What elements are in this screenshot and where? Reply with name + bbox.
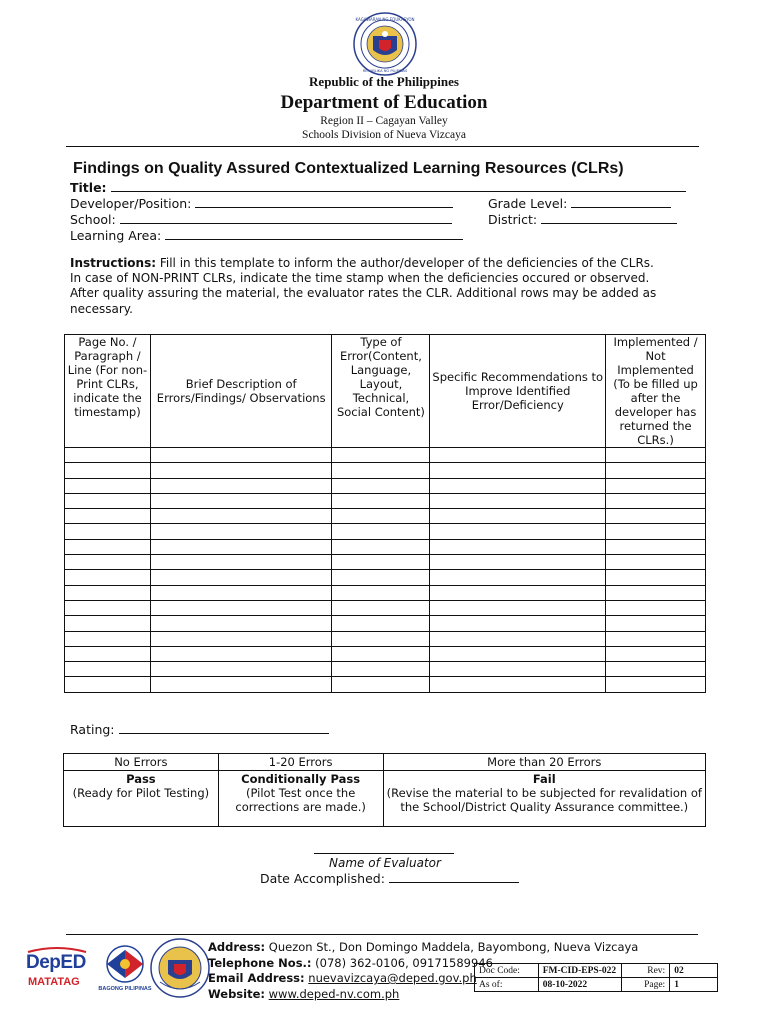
instructions-line3: After quality assuring the material, the evaluator rates the CLR. Additional rows may be added as: [70, 286, 657, 301]
developer-field: [70, 196, 453, 211]
school-label: School:: [70, 212, 116, 227]
instructions-line1: Fill in this template to inform the author/developer of the deficiencies of the CLRs.: [156, 256, 654, 270]
table-cell[interactable]: [606, 539, 706, 554]
deped-matatag-logo: [24, 946, 90, 996]
header-implemented: Implemented / Not Implemented (To be filled up after the developer has returned the CLRs.): [606, 335, 706, 448]
grade-label: Grade Level:: [488, 196, 568, 211]
table-cell[interactable]: [332, 478, 430, 493]
grade-input-line[interactable]: [571, 196, 671, 208]
table-row: [65, 677, 706, 692]
date-input-line[interactable]: [389, 871, 519, 883]
table-cell[interactable]: [150, 448, 332, 463]
table-cell[interactable]: [606, 448, 706, 463]
table-cell[interactable]: [332, 585, 430, 600]
rating-table: [63, 753, 706, 827]
table-cell[interactable]: [430, 616, 606, 631]
area-input-line[interactable]: [165, 228, 463, 240]
table-cell[interactable]: [150, 662, 332, 677]
svg-text:KAGAWARAN NG EDUKASYON: KAGAWARAN NG EDUKASYON: [355, 17, 415, 22]
email-label: Email Address:: [208, 971, 305, 985]
rating-cell-fail: [383, 771, 705, 827]
table-cell[interactable]: [150, 509, 332, 524]
table-cell[interactable]: [332, 555, 430, 570]
page-value: 1: [670, 978, 718, 992]
date-field: [260, 871, 519, 886]
rating-input-line[interactable]: [119, 722, 329, 734]
title-field: [70, 180, 686, 195]
table-cell[interactable]: [332, 493, 430, 508]
website-label: Website:: [208, 986, 265, 1001]
table-cell[interactable]: [150, 524, 332, 539]
table-cell[interactable]: [150, 570, 332, 585]
developer-input-line[interactable]: [195, 196, 453, 208]
table-row: [65, 646, 706, 661]
rating-head-20-plus-errors: More than 20 Errors: [383, 754, 705, 771]
table-cell[interactable]: [332, 448, 430, 463]
table-cell[interactable]: [606, 585, 706, 600]
title-input-line[interactable]: [111, 180, 686, 192]
table-cell[interactable]: [332, 524, 430, 539]
table-cell[interactable]: [150, 585, 332, 600]
deped-seal-icon: [353, 12, 417, 76]
table-cell[interactable]: [332, 646, 430, 661]
table-cell[interactable]: [65, 662, 151, 677]
table-cell[interactable]: [65, 555, 151, 570]
table-cell[interactable]: [150, 555, 332, 570]
table-row: [65, 616, 706, 631]
division-seal-icon: [150, 938, 210, 998]
instructions: [70, 256, 710, 317]
table-cell[interactable]: [332, 600, 430, 615]
website-link[interactable]: www.deped-nv.com.ph: [268, 986, 400, 1001]
form-title: Findings on Quality Assured Contextualized Learning Resources (CLRs): [73, 160, 624, 177]
table-cell[interactable]: [150, 539, 332, 554]
table-cell[interactable]: [150, 616, 332, 631]
doc-meta-table: [474, 963, 718, 992]
table-cell[interactable]: [430, 493, 606, 508]
table-cell[interactable]: [430, 570, 606, 585]
table-cell[interactable]: [606, 646, 706, 661]
date-label: Date Accomplished:: [260, 871, 385, 886]
school-input-line[interactable]: [120, 212, 452, 224]
table-cell[interactable]: [332, 631, 430, 646]
rev-label: Rev:: [622, 964, 670, 978]
developer-label: Developer/Position:: [70, 196, 192, 211]
rating-label: Rating:: [70, 722, 115, 737]
table-cell[interactable]: [430, 448, 606, 463]
instructions-label: Instructions:: [70, 256, 157, 270]
verdict-fail: Fail: [532, 772, 556, 786]
table-row: [65, 463, 706, 478]
table-cell[interactable]: [150, 463, 332, 478]
table-cell[interactable]: [65, 524, 151, 539]
region-text: Region II – Cagayan Valley: [320, 115, 448, 127]
table-cell[interactable]: [150, 677, 332, 692]
rating-cell-pass: [64, 771, 219, 827]
district-label: District:: [488, 212, 538, 227]
table-row: [65, 585, 706, 600]
verdict-conditional: Conditionally Pass: [241, 772, 361, 786]
deped-logo-text: DepED: [26, 952, 86, 973]
table-cell[interactable]: [430, 677, 606, 692]
table-cell[interactable]: [65, 616, 151, 631]
table-row: [65, 555, 706, 570]
verdict-pass: Pass: [126, 772, 156, 786]
table-cell[interactable]: [65, 585, 151, 600]
note-fail: (Revise the material to be subjected for revalidation of the School/District Quality Assurance committee.): [386, 786, 702, 814]
table-cell[interactable]: [332, 570, 430, 585]
table-cell[interactable]: [150, 493, 332, 508]
title-label: Title:: [70, 180, 107, 195]
grade-field: [488, 196, 671, 211]
note-pass: (Ready for Pilot Testing): [72, 786, 210, 800]
table-cell[interactable]: [606, 493, 706, 508]
rating-cell-conditional: [218, 771, 383, 827]
table-row: [65, 493, 706, 508]
table-row: [65, 539, 706, 554]
header-error-type: Type of Error(Content, Language, Layout, Technical, Social Content): [332, 335, 430, 448]
table-cell[interactable]: [65, 600, 151, 615]
table-cell[interactable]: [430, 631, 606, 646]
rating-head-1-20-errors: 1-20 Errors: [218, 754, 383, 771]
table-cell[interactable]: [430, 539, 606, 554]
table-cell[interactable]: [150, 631, 332, 646]
header-divider: [66, 146, 699, 147]
department-title: Department of Education: [280, 92, 488, 113]
table-cell[interactable]: [430, 463, 606, 478]
district-input-line[interactable]: [541, 212, 677, 224]
area-label: Learning Area:: [70, 228, 162, 243]
table-cell[interactable]: [606, 555, 706, 570]
findings-table: [64, 334, 706, 693]
table-cell[interactable]: [606, 509, 706, 524]
note-conditional: (Pilot Test once the corrections are made.): [235, 786, 366, 814]
table-cell[interactable]: [65, 677, 151, 692]
page-label: Page:: [622, 978, 670, 992]
table-cell[interactable]: [430, 555, 606, 570]
rating-field: [70, 722, 329, 737]
table-cell[interactable]: [430, 509, 606, 524]
table-cell[interactable]: [430, 646, 606, 661]
header-description: Brief Description of Errors/Findings/ Observations: [150, 335, 332, 448]
evaluator-name-label: Name of Evaluator: [329, 856, 441, 870]
rev-value: 02: [670, 964, 718, 978]
table-cell[interactable]: [606, 616, 706, 631]
table-row: [65, 631, 706, 646]
as-of-label: As of:: [475, 978, 539, 992]
table-cell[interactable]: [65, 478, 151, 493]
table-cell[interactable]: [65, 509, 151, 524]
table-cell[interactable]: [65, 570, 151, 585]
table-cell[interactable]: [65, 539, 151, 554]
email-link[interactable]: nuevavizcaya@deped.gov.ph: [308, 971, 477, 985]
table-cell[interactable]: [332, 662, 430, 677]
district-field: [488, 212, 677, 227]
table-cell[interactable]: [606, 631, 706, 646]
table-cell[interactable]: [65, 448, 151, 463]
table-row: [65, 509, 706, 524]
address-label: Address:: [208, 940, 266, 954]
table-cell[interactable]: [150, 478, 332, 493]
table-cell[interactable]: [606, 662, 706, 677]
school-field: [70, 212, 452, 227]
header-page-no: Page No. / Paragraph / Line (For non-Print CLRs, indicate the timestamp): [65, 335, 151, 448]
table-cell[interactable]: [606, 524, 706, 539]
table-cell[interactable]: [606, 570, 706, 585]
table-cell[interactable]: [332, 677, 430, 692]
address-value: Quezon St., Don Domingo Maddela, Bayombong, Nueva Vizcaya: [265, 940, 639, 954]
phone-label: Telephone Nos.:: [208, 955, 312, 970]
table-row: [65, 524, 706, 539]
table-row: [65, 600, 706, 615]
table-cell[interactable]: [430, 478, 606, 493]
svg-text:REPUBLIKA NG PILIPINAS: REPUBLIKA NG PILIPINAS: [362, 69, 408, 73]
table-cell[interactable]: [150, 600, 332, 615]
table-cell[interactable]: [332, 463, 430, 478]
doc-code-value: FM-CID-EPS-022: [538, 964, 622, 978]
table-cell[interactable]: [65, 631, 151, 646]
rating-head-no-errors: No Errors: [64, 754, 219, 771]
area-field: [70, 228, 463, 243]
table-cell[interactable]: [606, 478, 706, 493]
table-cell[interactable]: [430, 600, 606, 615]
table-cell[interactable]: [332, 509, 430, 524]
table-cell[interactable]: [430, 524, 606, 539]
table-cell[interactable]: [430, 585, 606, 600]
table-cell[interactable]: [332, 539, 430, 554]
table-cell[interactable]: [606, 600, 706, 615]
doc-code-label: Doc Code:: [475, 964, 539, 978]
bagong-pilipinas-text: BAGONG PILIPINAS: [98, 986, 152, 992]
table-cell[interactable]: [65, 463, 151, 478]
table-row: [65, 570, 706, 585]
table-row: [65, 478, 706, 493]
evaluator-signature-line[interactable]: [314, 853, 454, 854]
phone-value: (078) 362-0106, 09171589946: [311, 955, 493, 970]
table-row: [65, 448, 706, 463]
instructions-line4: necessary.: [70, 301, 133, 316]
division-text: Schools Division of Nueva Vizcaya: [302, 129, 466, 141]
header-recommendations: Specific Recommendations to Improve Identified Error/Deficiency: [430, 335, 606, 448]
bagong-pilipinas-logo: [94, 942, 156, 998]
table-cell[interactable]: [332, 616, 430, 631]
findings-body: [65, 448, 706, 693]
table-cell[interactable]: [150, 646, 332, 661]
table-cell[interactable]: [65, 646, 151, 661]
table-cell[interactable]: [606, 677, 706, 692]
instructions-line2: In case of NON-PRINT CLRs, indicate the time stamp when the deficiencies occured or observed.: [70, 271, 650, 286]
footer-divider: [66, 934, 698, 935]
table-cell[interactable]: [65, 493, 151, 508]
table-cell[interactable]: [430, 662, 606, 677]
republic-text: Republic of the Philippines: [309, 74, 459, 89]
matatag-logo-text: MATATAG: [28, 976, 80, 988]
as-of-value: 08-10-2022: [538, 978, 622, 992]
table-cell[interactable]: [606, 463, 706, 478]
table-row: [65, 662, 706, 677]
